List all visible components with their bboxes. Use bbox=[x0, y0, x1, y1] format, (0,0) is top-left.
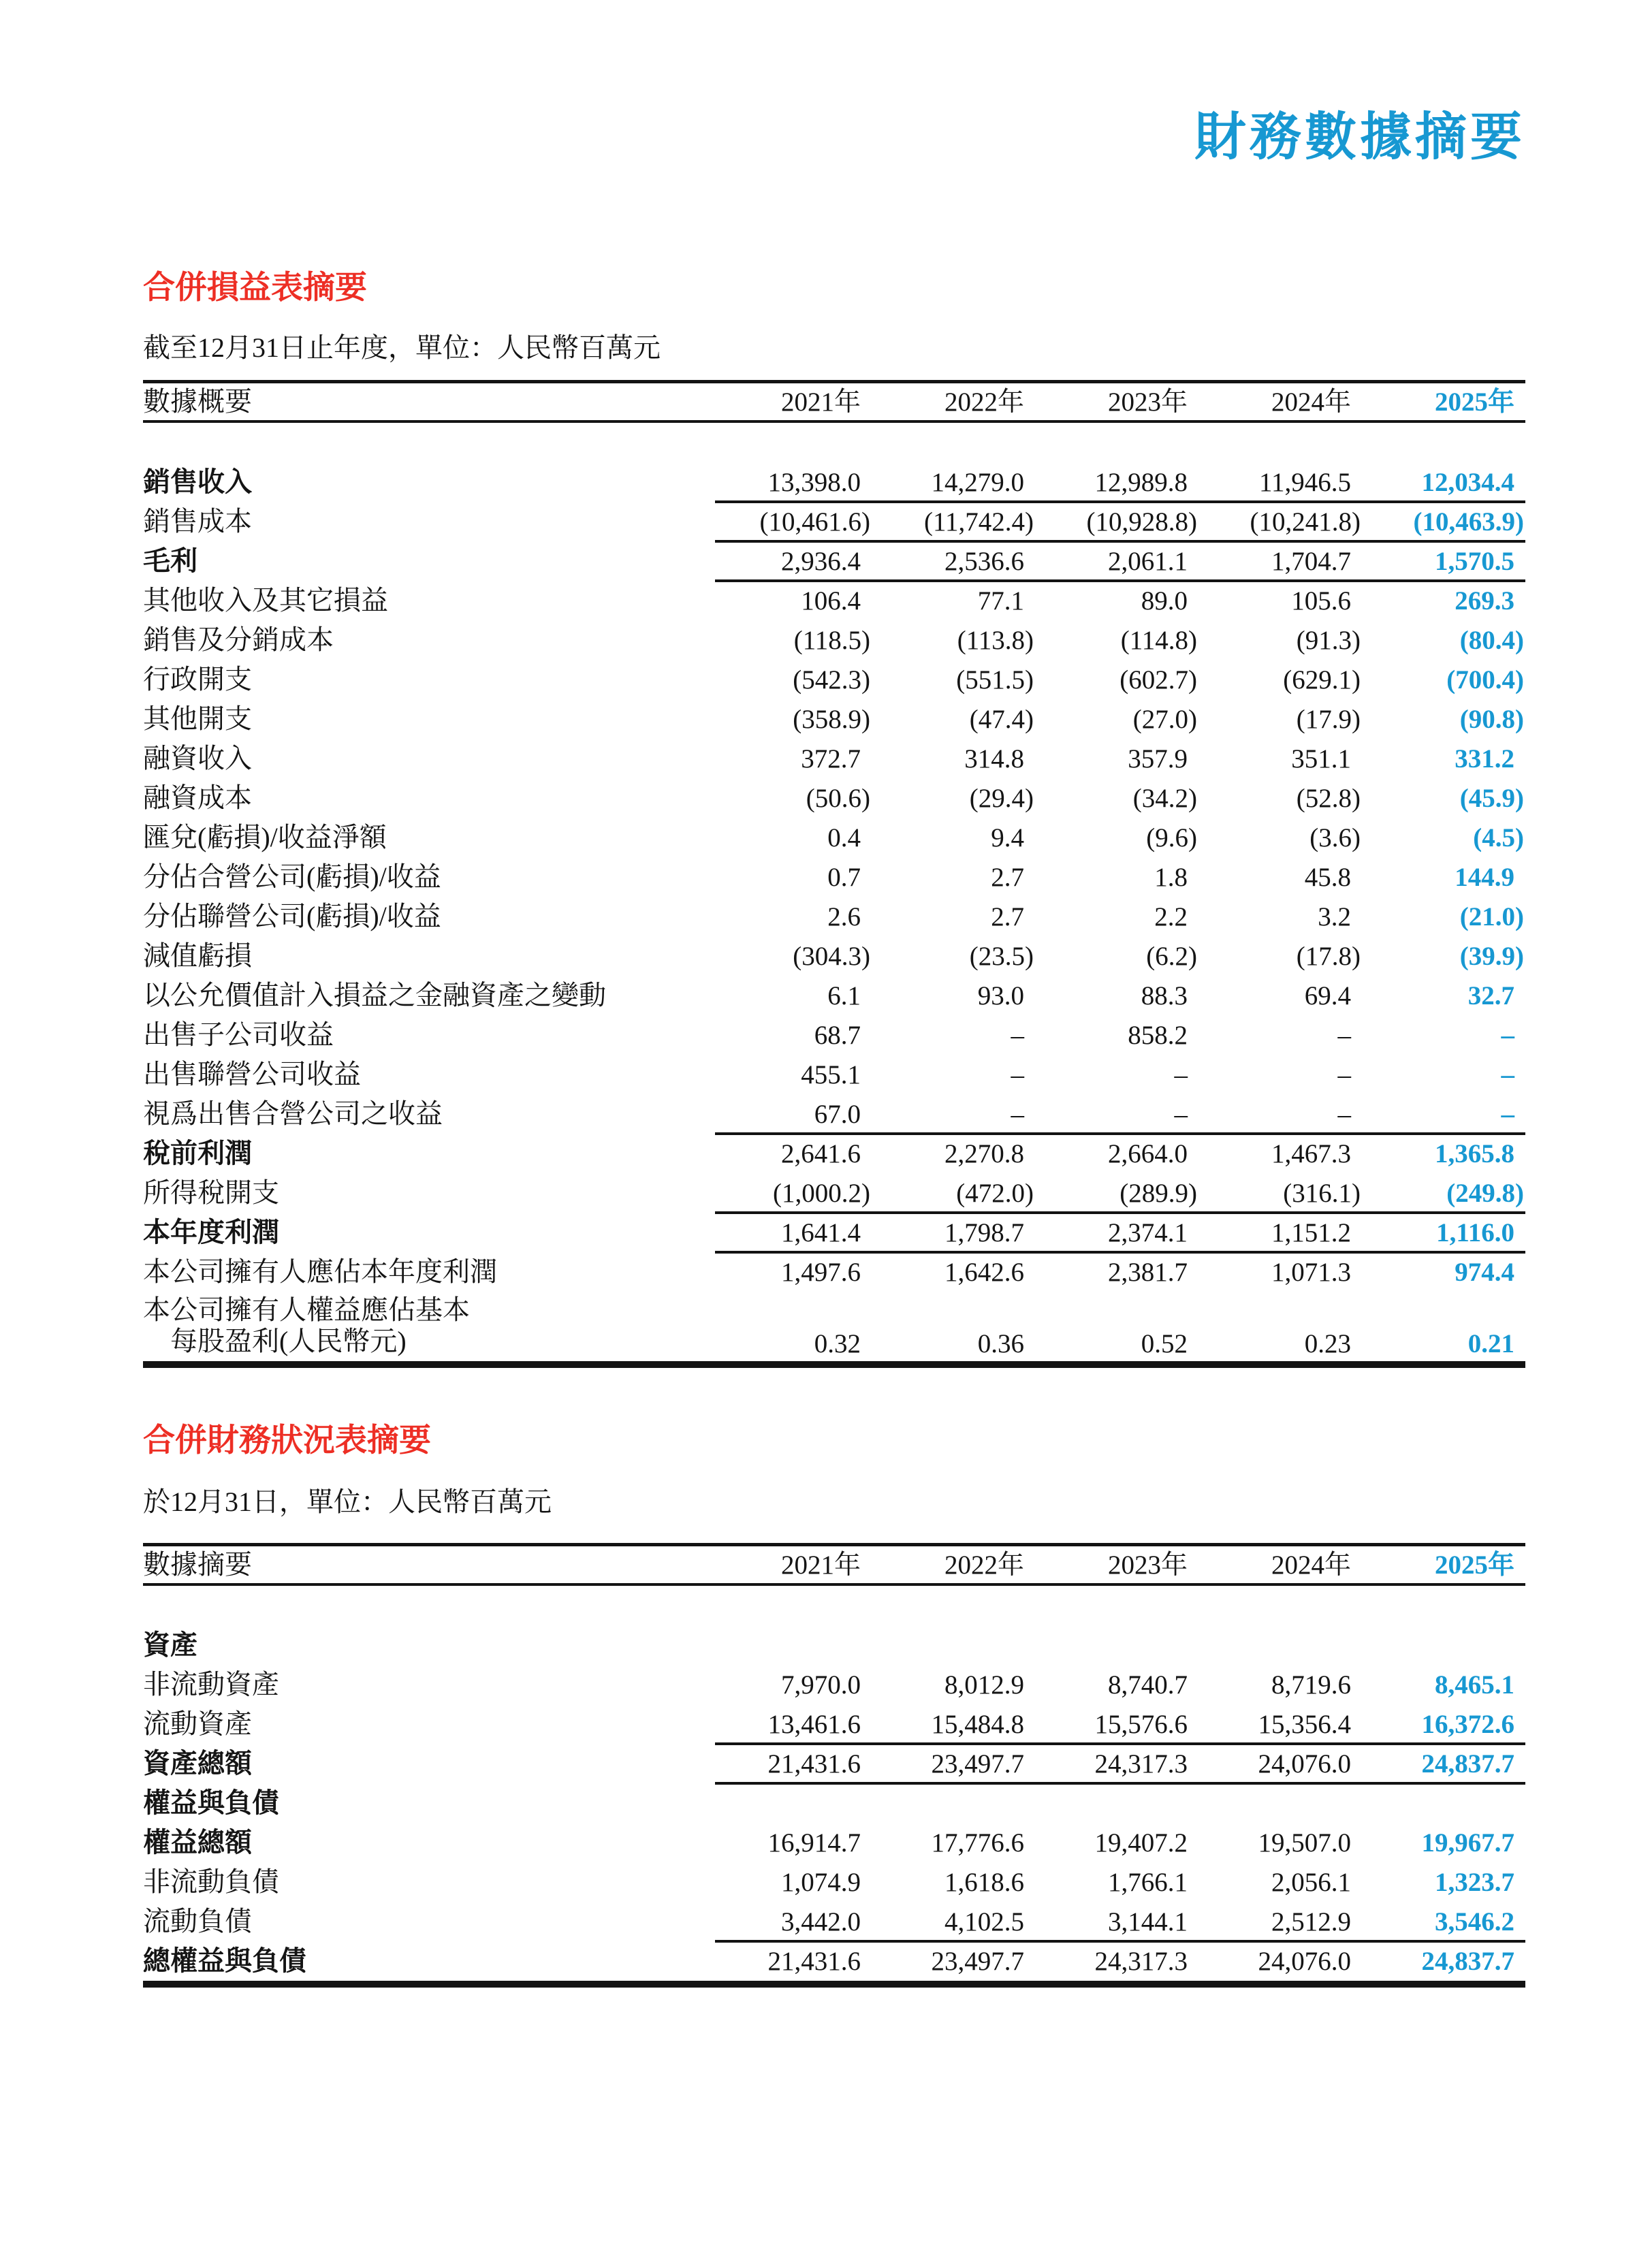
value-cell-2023年: – bbox=[1174, 1059, 1188, 1089]
value-cell-2024年: (3.6) bbox=[1309, 823, 1361, 852]
value-cell-2022年: (551.5) bbox=[956, 665, 1034, 695]
table-row bbox=[143, 1173, 1525, 1213]
table-row bbox=[143, 1252, 1525, 1292]
value-cell-2025年: 1,570.5 bbox=[1435, 546, 1514, 576]
value-cell-2022年: 2,536.6 bbox=[944, 546, 1024, 576]
value-cell-2025年: 19,967.7 bbox=[1421, 1828, 1514, 1858]
value-cell-2023年: 1.8 bbox=[1154, 862, 1188, 892]
value-cell-2022年: 15,484.8 bbox=[931, 1709, 1024, 1739]
value-cell-2025年: (249.8) bbox=[1446, 1178, 1524, 1208]
value-cell-2022年: 77.1 bbox=[977, 586, 1024, 616]
table-row bbox=[143, 778, 1525, 818]
value-cell-2022年: 0.36 bbox=[977, 1329, 1024, 1358]
row-label: 匯兌(虧損)/收益淨額 bbox=[143, 822, 387, 852]
table-spacer bbox=[143, 423, 1525, 462]
value-cell-2024年: (629.1) bbox=[1283, 665, 1361, 695]
value-cell-2021年: 16,914.7 bbox=[767, 1828, 861, 1858]
value-cell-2021年: 0.32 bbox=[814, 1329, 861, 1358]
value-cell-2023年: (602.7) bbox=[1119, 665, 1197, 695]
value-cell-2024年: (17.8) bbox=[1296, 941, 1361, 971]
value-cell-2021年: 1,497.6 bbox=[781, 1257, 861, 1287]
value-cell-2025年: – bbox=[1501, 1020, 1514, 1050]
value-cell-2024年: 3.2 bbox=[1318, 902, 1351, 931]
table-row bbox=[143, 1094, 1525, 1134]
value-cell-2024年: 11,946.5 bbox=[1258, 467, 1351, 497]
row-label: 銷售成本 bbox=[143, 506, 252, 537]
value-cell-2021年: (358.9) bbox=[793, 704, 870, 734]
value-cell-2025年: 331.2 bbox=[1455, 744, 1514, 774]
value-cell-2023年: 8,740.7 bbox=[1108, 1670, 1188, 1700]
row-label: 本公司擁有人應佔本年度利潤 bbox=[143, 1256, 497, 1287]
value-cell-2024年: 105.6 bbox=[1291, 586, 1351, 616]
value-cell-2023年: (6.2) bbox=[1146, 941, 1197, 971]
table-row bbox=[143, 1823, 1525, 1862]
value-cell-2025年: 12,034.4 bbox=[1421, 467, 1514, 497]
table-row bbox=[143, 1744, 1525, 1783]
value-cell-2021年: 21,431.6 bbox=[767, 1946, 861, 1976]
table-row bbox=[143, 1783, 1525, 1823]
row-label: 融資收入 bbox=[143, 743, 252, 774]
value-cell-2023年: 3,144.1 bbox=[1108, 1907, 1188, 1937]
year-column-header: 2021年 bbox=[780, 1550, 861, 1580]
table-row bbox=[143, 976, 1525, 1015]
value-cell-2022年: (23.5) bbox=[969, 941, 1034, 971]
year-column-header: 2023年 bbox=[1107, 1550, 1188, 1580]
balance-sheet-heading: 合併財務狀況表摘要 bbox=[143, 1423, 431, 1459]
value-cell-2021年: 3,442.0 bbox=[781, 1907, 861, 1937]
value-cell-2023年: – bbox=[1174, 1099, 1188, 1129]
income-statement-subtitle: 截至12月31日止年度，單位：人民幣百萬元 bbox=[143, 332, 661, 363]
value-cell-2022年: (472.0) bbox=[956, 1178, 1034, 1208]
value-cell-2024年: 351.1 bbox=[1291, 744, 1351, 774]
year-column-header: 2024年 bbox=[1271, 387, 1351, 417]
value-cell-2021年: 67.0 bbox=[814, 1099, 861, 1129]
value-cell-2024年: 15,356.4 bbox=[1258, 1709, 1351, 1739]
value-cell-2025年: 269.3 bbox=[1455, 586, 1514, 616]
value-cell-2025年: (39.9) bbox=[1459, 941, 1524, 971]
value-cell-2025年: 16,372.6 bbox=[1421, 1709, 1514, 1739]
value-cell-2024年: (91.3) bbox=[1296, 625, 1361, 655]
page-title: 財務數據摘要 bbox=[1194, 109, 1525, 166]
value-cell-2024年: 1,467.3 bbox=[1271, 1138, 1351, 1168]
table-row bbox=[143, 581, 1525, 620]
row-label: 銷售及分銷成本 bbox=[143, 624, 334, 655]
balance-sheet-rows bbox=[143, 1625, 1525, 1981]
table-row bbox=[143, 660, 1525, 699]
row-label: 流動負債 bbox=[143, 1906, 252, 1937]
value-cell-2025年: (4.5) bbox=[1473, 823, 1524, 852]
value-cell-2021年: 0.7 bbox=[827, 862, 861, 892]
table-row bbox=[143, 1625, 1525, 1665]
value-cell-2022年: 2,270.8 bbox=[944, 1138, 1024, 1168]
table-row bbox=[143, 1055, 1525, 1094]
value-cell-2022年: 4,102.5 bbox=[944, 1907, 1024, 1937]
value-cell-2024年: 24,076.0 bbox=[1258, 1749, 1351, 1779]
value-cell-2023年: 0.52 bbox=[1141, 1329, 1188, 1358]
table-row bbox=[143, 897, 1525, 936]
value-cell-2024年: 1,704.7 bbox=[1271, 546, 1351, 576]
row-label: 權益總額 bbox=[143, 1827, 252, 1858]
value-cell-2025年: 32.7 bbox=[1467, 981, 1514, 1010]
value-cell-2023年: 2.2 bbox=[1154, 902, 1188, 931]
year-column-header: 2021年 bbox=[780, 387, 861, 417]
value-cell-2025年: (90.8) bbox=[1459, 704, 1524, 734]
value-cell-2024年: 8,719.6 bbox=[1271, 1670, 1351, 1700]
table-row bbox=[143, 1292, 1525, 1361]
value-cell-2023年: 24,317.3 bbox=[1094, 1946, 1188, 1976]
row-label: 非流動負債 bbox=[143, 1866, 279, 1897]
value-cell-2021年: 1,074.9 bbox=[781, 1867, 861, 1897]
row-label: 所得稅開支 bbox=[143, 1177, 279, 1208]
value-cell-2021年: (118.5) bbox=[793, 625, 870, 655]
value-cell-2024年: 69.4 bbox=[1304, 981, 1351, 1010]
value-cell-2022年: 1,798.7 bbox=[944, 1217, 1024, 1247]
table-row bbox=[143, 620, 1525, 660]
row-label: 非流動資產 bbox=[143, 1669, 279, 1700]
value-cell-2025年: 1,116.0 bbox=[1436, 1217, 1514, 1247]
value-cell-2023年: 12,989.8 bbox=[1094, 467, 1188, 497]
value-cell-2021年: (1,000.2) bbox=[773, 1178, 870, 1208]
value-cell-2025年: 3,546.2 bbox=[1435, 1907, 1514, 1937]
value-cell-2022年: 14,279.0 bbox=[931, 467, 1024, 497]
table-row bbox=[143, 1134, 1525, 1173]
value-cell-2025年: (45.9) bbox=[1459, 783, 1524, 813]
value-cell-2024年: 2,056.1 bbox=[1271, 1867, 1351, 1897]
value-cell-2024年: 19,507.0 bbox=[1258, 1828, 1351, 1858]
value-cell-2025年: 24,837.7 bbox=[1421, 1946, 1514, 1976]
value-cell-2023年: (27.0) bbox=[1132, 704, 1197, 734]
value-cell-2021年: 2.6 bbox=[827, 902, 861, 931]
value-cell-2025年: (21.0) bbox=[1459, 902, 1524, 931]
row-label: 資產 bbox=[143, 1629, 197, 1660]
value-cell-2023年: 19,407.2 bbox=[1094, 1828, 1188, 1858]
table-row bbox=[143, 1213, 1525, 1252]
row-label: 流動資產 bbox=[143, 1708, 252, 1739]
table-bottom-rule bbox=[143, 1361, 1525, 1368]
value-cell-2023年: 858.2 bbox=[1128, 1020, 1188, 1050]
value-cell-2023年: (289.9) bbox=[1119, 1178, 1197, 1208]
value-cell-2022年: – bbox=[1011, 1099, 1024, 1129]
value-cell-2023年: (114.8) bbox=[1120, 625, 1197, 655]
value-cell-2024年: 1,151.2 bbox=[1271, 1217, 1351, 1247]
value-cell-2023年: 2,664.0 bbox=[1108, 1138, 1188, 1168]
table-bottom-rule bbox=[143, 1981, 1525, 1988]
value-cell-2022年: (47.4) bbox=[969, 704, 1034, 734]
value-cell-2025年: 1,365.8 bbox=[1435, 1138, 1514, 1168]
row-label: 稅前利潤 bbox=[143, 1138, 252, 1168]
value-cell-2023年: (9.6) bbox=[1146, 823, 1197, 852]
value-cell-2025年: 144.9 bbox=[1455, 862, 1514, 892]
table-row bbox=[143, 462, 1525, 502]
row-label: 出售聯營公司收益 bbox=[143, 1059, 361, 1089]
row-label: 以公允價值計入損益之金融資產之變動 bbox=[143, 980, 606, 1010]
value-cell-2022年: 2.7 bbox=[991, 862, 1024, 892]
row-label: 總權益與負債 bbox=[143, 1945, 306, 1976]
value-cell-2021年: 106.4 bbox=[801, 586, 861, 616]
value-cell-2024年: 24,076.0 bbox=[1258, 1946, 1351, 1976]
year-column-header: 2024年 bbox=[1271, 1550, 1351, 1580]
value-cell-2023年: (10,928.8) bbox=[1086, 507, 1197, 537]
value-cell-2021年: 1,641.4 bbox=[781, 1217, 861, 1247]
table-row bbox=[143, 1862, 1525, 1902]
value-cell-2022年: 2.7 bbox=[991, 902, 1024, 931]
value-cell-2023年: 1,766.1 bbox=[1108, 1867, 1188, 1897]
value-cell-2023年: 88.3 bbox=[1141, 981, 1188, 1010]
value-cell-2024年: 1,071.3 bbox=[1271, 1257, 1351, 1287]
value-cell-2022年: 314.8 bbox=[964, 744, 1024, 774]
value-cell-2024年: (17.9) bbox=[1296, 704, 1361, 734]
balance-sheet-subtitle: 於12月31日，單位：人民幣百萬元 bbox=[143, 1486, 552, 1517]
value-cell-2022年: 1,642.6 bbox=[944, 1257, 1024, 1287]
value-cell-2021年: 13,461.6 bbox=[767, 1709, 861, 1739]
value-cell-2022年: 17,776.6 bbox=[931, 1828, 1024, 1858]
value-cell-2022年: 93.0 bbox=[977, 981, 1024, 1010]
value-cell-2022年: 23,497.7 bbox=[931, 1946, 1024, 1976]
value-cell-2023年: 24,317.3 bbox=[1094, 1749, 1188, 1779]
income-statement-heading: 合併損益表摘要 bbox=[143, 270, 367, 306]
value-cell-2021年: (304.3) bbox=[793, 941, 870, 971]
value-cell-2021年: 21,431.6 bbox=[767, 1749, 861, 1779]
value-cell-2022年: – bbox=[1011, 1059, 1024, 1089]
value-cell-2023年: 89.0 bbox=[1141, 586, 1188, 616]
value-cell-2024年: 45.8 bbox=[1304, 862, 1351, 892]
table-row bbox=[143, 699, 1525, 739]
year-column-header-latest: 2025年 bbox=[1434, 387, 1514, 417]
table-row bbox=[143, 1704, 1525, 1744]
row-label: 出售子公司收益 bbox=[143, 1019, 334, 1050]
value-cell-2025年: 1,323.7 bbox=[1435, 1867, 1514, 1897]
value-cell-2021年: 2,641.6 bbox=[781, 1138, 861, 1168]
row-label: 銷售收入 bbox=[143, 466, 252, 497]
row-label: 毛利 bbox=[143, 545, 197, 576]
value-cell-2025年: 974.4 bbox=[1455, 1257, 1514, 1287]
value-cell-2021年: (50.6) bbox=[806, 783, 870, 813]
value-cell-2024年: – bbox=[1337, 1020, 1351, 1050]
row-label: 減值虧損 bbox=[143, 940, 252, 971]
value-cell-2025年: – bbox=[1501, 1059, 1514, 1089]
value-cell-2022年: – bbox=[1011, 1020, 1024, 1050]
value-cell-2023年: 2,381.7 bbox=[1108, 1257, 1188, 1287]
year-column-header: 2022年 bbox=[944, 387, 1024, 417]
value-cell-2021年: 7,970.0 bbox=[781, 1670, 861, 1700]
table-header-label: 數據概要 bbox=[143, 386, 252, 417]
table-row bbox=[143, 541, 1525, 581]
value-cell-2022年: 23,497.7 bbox=[931, 1749, 1024, 1779]
value-cell-2022年: (11,742.4) bbox=[923, 507, 1034, 537]
value-cell-2023年: 2,061.1 bbox=[1108, 546, 1188, 576]
value-cell-2025年: – bbox=[1501, 1099, 1514, 1129]
row-label: 其他收入及其它損益 bbox=[143, 585, 388, 616]
value-cell-2023年: (34.2) bbox=[1132, 783, 1197, 813]
value-cell-2021年: (10,461.6) bbox=[759, 507, 870, 537]
table-row bbox=[143, 1902, 1525, 1941]
value-cell-2021年: (542.3) bbox=[793, 665, 870, 695]
value-cell-2024年: (10,241.8) bbox=[1250, 507, 1361, 537]
value-cell-2024年: – bbox=[1337, 1099, 1351, 1129]
value-cell-2023年: 357.9 bbox=[1128, 744, 1188, 774]
year-column-header: 2022年 bbox=[944, 1550, 1024, 1580]
value-cell-2021年: 372.7 bbox=[801, 744, 861, 774]
table-header-row bbox=[143, 383, 1525, 420]
value-cell-2025年: (10,463.9) bbox=[1413, 507, 1524, 537]
value-cell-2023年: 2,374.1 bbox=[1108, 1217, 1188, 1247]
income-statement-rows bbox=[143, 462, 1525, 1361]
table-header-label: 數據摘要 bbox=[143, 1549, 252, 1580]
table-row bbox=[143, 1665, 1525, 1704]
year-column-header-latest: 2025年 bbox=[1434, 1550, 1514, 1580]
table-row bbox=[143, 1015, 1525, 1055]
value-cell-2022年: 9.4 bbox=[991, 823, 1024, 852]
value-cell-2025年: 0.21 bbox=[1467, 1329, 1514, 1358]
row-label: 本年度利潤 bbox=[143, 1217, 279, 1247]
row-label: 其他開支 bbox=[143, 703, 252, 734]
value-cell-2021年: 455.1 bbox=[801, 1059, 861, 1089]
row-label: 視爲出售合營公司之收益 bbox=[143, 1098, 443, 1129]
row-label: 資產總額 bbox=[143, 1748, 252, 1779]
value-cell-2021年: 0.4 bbox=[827, 823, 861, 852]
value-cell-2024年: (52.8) bbox=[1296, 783, 1361, 813]
row-label: 融資成本 bbox=[143, 782, 252, 813]
value-cell-2024年: 0.23 bbox=[1304, 1329, 1351, 1358]
row-label: 分佔合營公司(虧損)/收益 bbox=[143, 861, 441, 892]
value-cell-2022年: (29.4) bbox=[969, 783, 1034, 813]
income-statement-table bbox=[143, 380, 1525, 1368]
table-row bbox=[143, 857, 1525, 897]
table-row bbox=[143, 1941, 1525, 1981]
table-row bbox=[143, 739, 1525, 778]
table-row bbox=[143, 936, 1525, 976]
table-header-row bbox=[143, 1546, 1525, 1583]
table-row bbox=[143, 818, 1525, 857]
value-cell-2021年: 13,398.0 bbox=[767, 467, 861, 497]
value-cell-2025年: 24,837.7 bbox=[1421, 1749, 1514, 1779]
value-cell-2025年: (700.4) bbox=[1446, 665, 1524, 695]
value-cell-2021年: 2,936.4 bbox=[781, 546, 861, 576]
value-cell-2022年: 1,618.6 bbox=[944, 1867, 1024, 1897]
value-cell-2024年: 2,512.9 bbox=[1271, 1907, 1351, 1937]
table-row bbox=[143, 502, 1525, 541]
value-cell-2021年: 68.7 bbox=[814, 1020, 861, 1050]
value-cell-2021年: 6.1 bbox=[827, 981, 861, 1010]
year-column-header: 2023年 bbox=[1107, 387, 1188, 417]
value-cell-2023年: 15,576.6 bbox=[1094, 1709, 1188, 1739]
table-spacer bbox=[143, 1586, 1525, 1625]
balance-sheet-table bbox=[143, 1543, 1525, 1988]
row-label: 本公司擁有人權益應佔基本 每股盈利(人民幣元) bbox=[143, 1294, 470, 1356]
row-label: 行政開支 bbox=[143, 664, 252, 695]
value-cell-2022年: 8,012.9 bbox=[944, 1670, 1024, 1700]
row-label: 分佔聯營公司(虧損)/收益 bbox=[143, 901, 441, 931]
value-cell-2024年: – bbox=[1337, 1059, 1351, 1089]
value-cell-2025年: (80.4) bbox=[1459, 625, 1524, 655]
value-cell-2024年: (316.1) bbox=[1283, 1178, 1361, 1208]
value-cell-2025年: 8,465.1 bbox=[1435, 1670, 1514, 1700]
value-cell-2022年: (113.8) bbox=[957, 625, 1034, 655]
row-label: 權益與負債 bbox=[143, 1787, 279, 1818]
